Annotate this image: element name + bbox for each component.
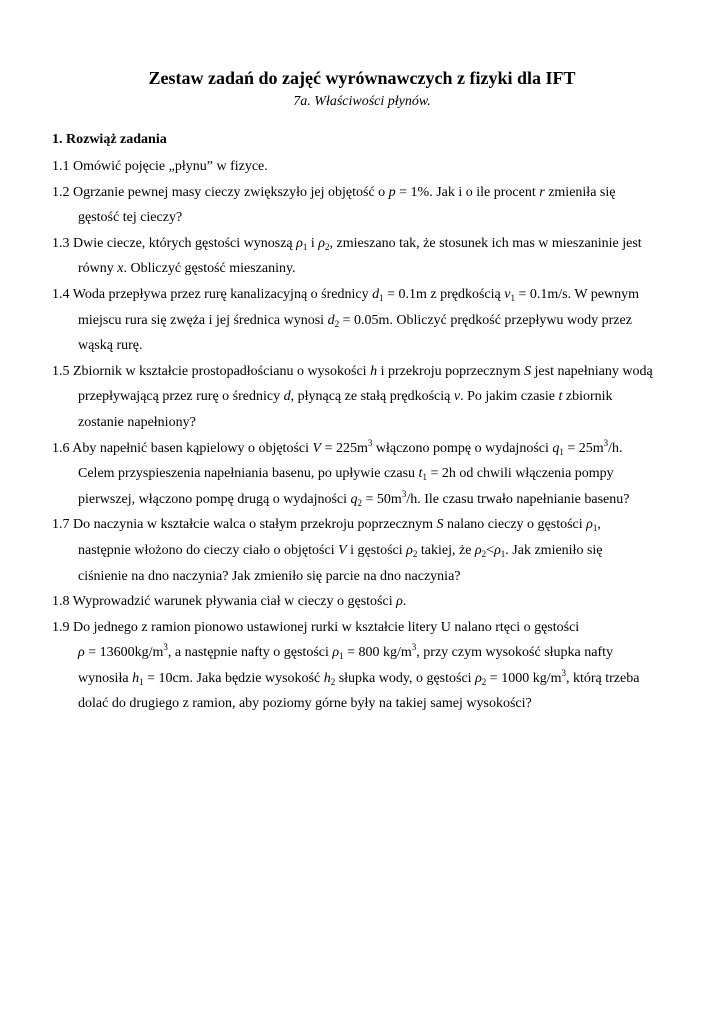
problem-line: wynosiła $h_1 = 10cm$. Jaka będzie wysokość $h_2$ słupka wody, o gęstości $\rho_2 = 1000$ $kg/m^3$, którą trzeba (78, 667, 640, 687)
problem-line: $\rho = 13600kg/m^3$, a następnie nafty o gęstości $\rho_1 = 800$ $kg/m^3$, przy czym wysokość słupka nafty (78, 642, 614, 662)
problem-line: przepływającą przez rurę o średnicy d, płynącą ze stałą prędkością v. Po jakim czasie t zbiornik (78, 389, 613, 405)
problem-line: 1.1 Omówić pojęcie „płynu” w fizyce. (52, 159, 268, 174)
problem-line: 1.5 Zbiornik w kształcie prostopadłościanu o wysokości h i przekroju poprzecznym S jest napełniany wodą (52, 363, 653, 379)
problem-line: ciśnienie na dno naczynia? Jak zmieniło się parcie na dno naczynia? (78, 568, 461, 584)
problem-line: pierwszej, włączono pompę drugą o wydajności $q_2 = 50m^3/h$. Ile czasu trwało napełnianie basenu? (78, 488, 630, 508)
problem-item (52, 589, 692, 615)
problem-line: zostanie napełniony? (78, 414, 196, 430)
problem-line: miejscu rura się zwęża i jej średnica wynosi $d_2 = 0.05m$. Obliczyć prędkość przepływu wody przez (78, 312, 632, 329)
problem-item (52, 231, 692, 282)
section-heading: 1. Rozwiąż zadania (52, 132, 167, 147)
problem-item (52, 282, 692, 359)
problem-line: 1.9 Do jednego z ramion pionowo ustawionej rurki w kształcie litery U nalano rtęci o gęstości (52, 619, 580, 635)
problem-item (52, 180, 692, 231)
problem-line: równy x. Obliczyć gęstość mieszaniny. (78, 261, 296, 277)
problem-line: gęstość tej cieczy? (78, 210, 183, 226)
problem-line: wąską rurę. (78, 338, 143, 354)
problem-line: 1.3 Dwie ciecze, których gęstości wynoszą $\rho_1$ i $\rho_2$, zmieszano tak, że stosunek ich mas w mieszaninie jest (52, 235, 642, 252)
problem-line: 1.4 Woda przepływa przez rurę kanalizacyjną o średnicy $d_1 = 0.1m$ z prędkością $v_1 = 0.1m/s$. W pewnym (52, 286, 639, 303)
problem-item (52, 359, 692, 436)
problem-line: dolać do drugiego z ramion, aby poziomy górne były na takiej samej wysokości? (78, 696, 532, 712)
problem-item (52, 154, 692, 180)
problem-line: 1.6 Aby napełnić basen kąpielowy o objętości $V = 225m^3$ włączono pompę o wydajności $q_1 = 25m^3/h$. (52, 437, 623, 457)
problem-line: 1.7 Do naczynia w kształcie walca o stałym przekroju poprzecznym S nalano cieczy o gęstości $\rho_1$, (52, 517, 601, 534)
problem-line: Celem przyspieszenia napełniania basenu, po upływie czasu $t_1 = 2h$ od chwili włączenia pompy (78, 466, 614, 483)
problem-line: 1.8 Wyprowadzić warunek pływania ciał w cieczy o gęstości ρ. (52, 594, 407, 610)
problem-item (52, 512, 692, 589)
problem-item (52, 615, 692, 717)
problem-line: 1.2 Ogrzanie pewnej masy cieczy zwiększyło jej objętość o p = 1%. Jak i o ile procent r zmieniła się (52, 184, 616, 200)
problem-item (52, 436, 692, 513)
problem-line: następnie włożono do cieczy ciało o objętości V i gęstości $\rho_2$ takiej, że $\rho_2<\rho_1$. Jak zmieniło się (78, 542, 603, 559)
problem-list (52, 154, 692, 717)
document-title: Zestaw zadań do zajęć wyrównawczych z fizyki dla IFT (148, 68, 576, 88)
document-subtitle: 7a. Właściwości płynów. (293, 94, 431, 109)
